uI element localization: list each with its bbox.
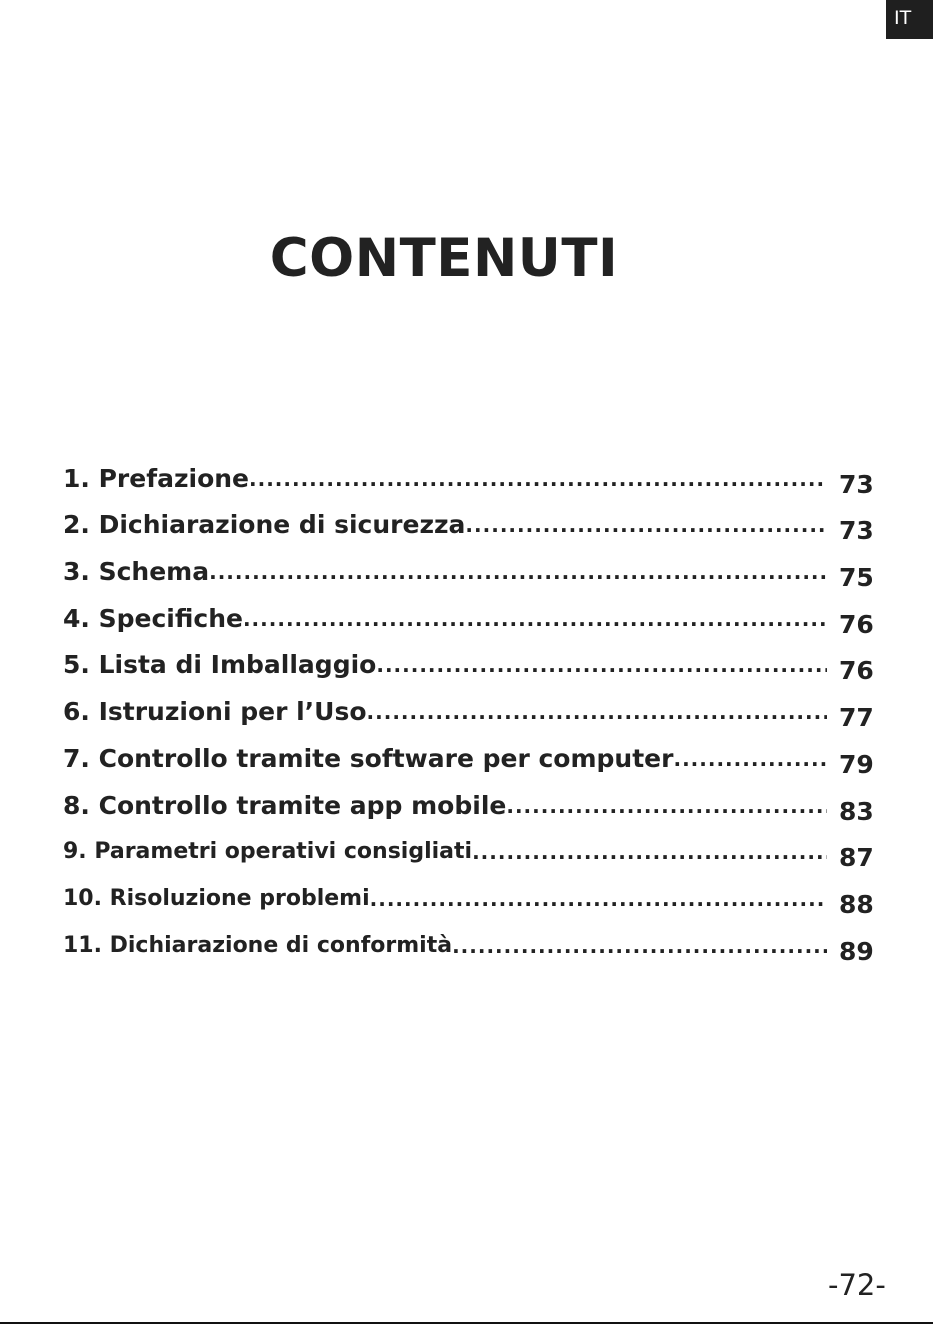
toc-entry-page: 76 [839, 609, 874, 639]
table-of-contents [63, 452, 873, 966]
toc-entry[interactable] [63, 545, 873, 592]
toc-leader-dots [370, 887, 827, 919]
toc-entry[interactable] [63, 452, 873, 499]
toc-entry-label: 2. Dichiarazione di sicurezza [63, 510, 466, 540]
toc-entry-label: 7. Controllo tramite software per computer [63, 743, 674, 773]
toc-entry-page: 87 [839, 843, 874, 873]
toc-entry-label: 5. Lista di Imballaggio [63, 650, 377, 680]
page-number: -72- [828, 1268, 886, 1302]
toc-entry-page: 77 [839, 703, 874, 733]
toc-entry-page: 73 [839, 516, 874, 546]
toc-entry-page: 88 [839, 889, 874, 919]
toc-entry[interactable] [63, 732, 873, 779]
toc-entry-page: 83 [839, 796, 874, 826]
toc-leader-dots [376, 653, 827, 685]
language-tab: IT [886, 0, 933, 39]
toc-entry[interactable] [63, 779, 873, 826]
toc-entry[interactable] [63, 826, 873, 873]
page-title: CONTENUTI [269, 228, 619, 289]
toc-leader-dots [465, 513, 827, 545]
toc-entry-page: 75 [839, 563, 874, 593]
toc-entry-label: 10. Risoluzione problemi [63, 885, 370, 911]
toc-entry-label: 6. Istruzioni per l’Uso [63, 697, 367, 727]
toc-entry-page: 89 [839, 936, 874, 966]
toc-leader-dots [209, 560, 827, 592]
toc-entry[interactable] [63, 499, 873, 546]
toc-leader-dots [506, 794, 827, 826]
toc-entry-page: 73 [839, 469, 874, 499]
toc-leader-dots [367, 700, 827, 732]
toc-entry-label: 9. Parametri operativi consigliati [63, 839, 473, 865]
toc-entry-label: 11. Dichiarazione di conformità [63, 932, 453, 958]
toc-leader-dots [243, 607, 827, 639]
toc-leader-dots [472, 840, 827, 872]
toc-entry-label: 3. Schema [63, 557, 210, 587]
toc-entry[interactable] [63, 592, 873, 639]
toc-entry-label: 8. Controllo tramite app mobile [63, 790, 507, 820]
toc-leader-dots [673, 747, 827, 779]
toc-entry-label: 1. Prefazione [63, 463, 249, 493]
toc-leader-dots [452, 934, 827, 966]
toc-entry-label: 4. Specifiche [63, 603, 243, 633]
toc-entry[interactable] [63, 639, 873, 686]
toc-entry-page: 79 [839, 749, 874, 779]
toc-leader-dots [249, 467, 827, 499]
toc-entry[interactable] [63, 685, 873, 732]
toc-entry[interactable] [63, 872, 873, 919]
toc-entry[interactable] [63, 919, 873, 966]
toc-entry-page: 76 [839, 656, 874, 686]
